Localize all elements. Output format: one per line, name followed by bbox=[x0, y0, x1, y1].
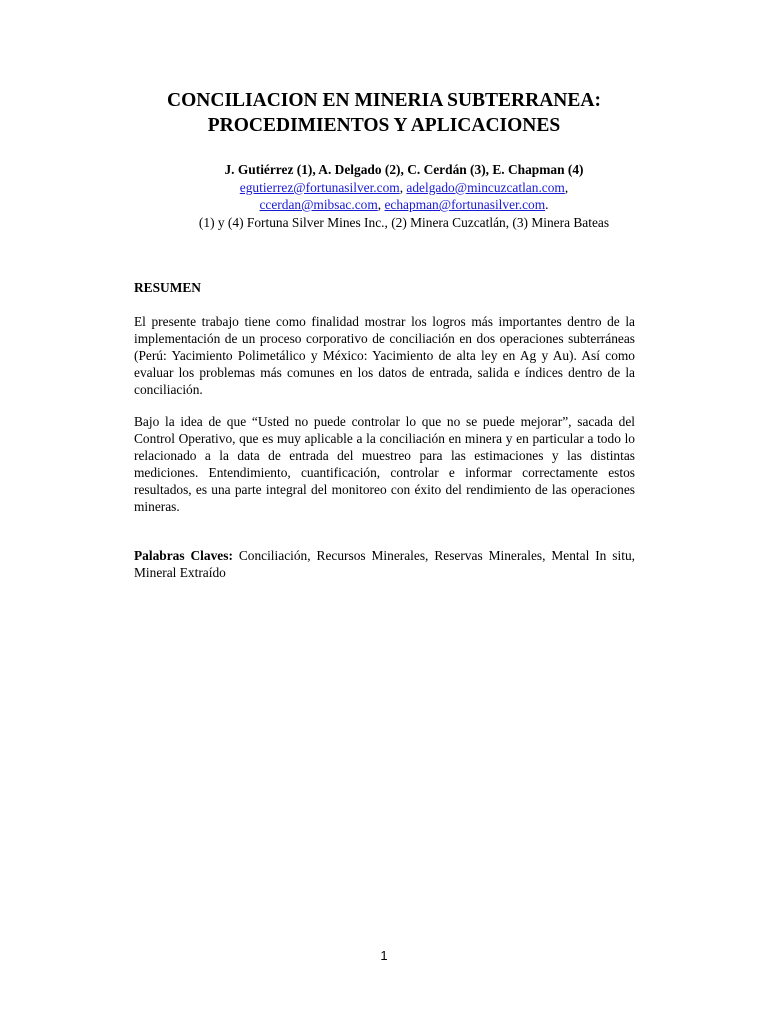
email-link-chapman[interactable]: echapman@fortunasilver.com bbox=[384, 197, 546, 212]
author-info bbox=[100, 161, 708, 231]
email-link-cerdan[interactable]: ccerdan@mibsac.com bbox=[259, 197, 378, 212]
author-names: J. Gutiérrez (1), A. Delgado (2), C. Cerdán (3), E. Chapman (4) bbox=[224, 162, 584, 177]
keywords-line bbox=[134, 547, 635, 581]
keywords-label: Palabras Claves: bbox=[134, 548, 233, 563]
email-separator: , bbox=[377, 197, 385, 212]
paper-title bbox=[60, 88, 708, 138]
email-line-2 bbox=[100, 196, 708, 214]
abstract-heading: RESUMEN bbox=[134, 280, 201, 295]
title-line-1: CONCILIACION EN MINERIA SUBTERRANEA: bbox=[167, 90, 601, 111]
email-separator: , bbox=[399, 179, 407, 195]
email-terminator: . bbox=[545, 197, 549, 212]
affiliations: (1) y (4) Fortuna Silver Mines Inc., (2) Minera Cuzcatlán, (3) Minera Bateas bbox=[198, 214, 610, 230]
page-number: 1 bbox=[380, 948, 388, 963]
title-line-2: PROCEDIMIENTOS Y APLICACIONES bbox=[207, 115, 561, 136]
keywords-text: Conciliación, Recursos Minerales, Reservas Minerales, Mental In situ, Mineral Extraído bbox=[134, 548, 635, 580]
abstract-paragraph-1: El presente trabajo tiene como finalidad mostrar los logros más importantes dentro de la implementación de un proceso corporativo de conciliación en dos operaciones subterráneas (Perú: Yacimiento Polimetálico y México: Yacimiento de alta ley en Ag y Au). Así como evaluar los problemas más comunes en los datos de entrada, salida e índices dentro de la conciliación. bbox=[134, 314, 635, 397]
abstract-paragraph-2: Bajo la idea de que “Usted no puede controlar lo que no se puede mejorar”, sacada del Control Operativo, que es muy aplicable a la conciliación en minera y en particular a todo lo relacionado a la data de entrada del muestreo para las estimaciones y las distintas mediciones. Entendimiento, cuantificación, controlar e informar correctamente estos resultados, es una parte integral del monitoreo con éxito del rendimiento de las operaciones mineras. bbox=[134, 414, 635, 514]
email-separator: , bbox=[564, 179, 569, 195]
email-link-delgado[interactable]: adelgado@mincuzcatlan.com bbox=[406, 179, 565, 195]
email-line-1 bbox=[100, 179, 708, 197]
email-link-gutierrez[interactable]: egutierrez@fortunasilver.com bbox=[239, 179, 400, 195]
